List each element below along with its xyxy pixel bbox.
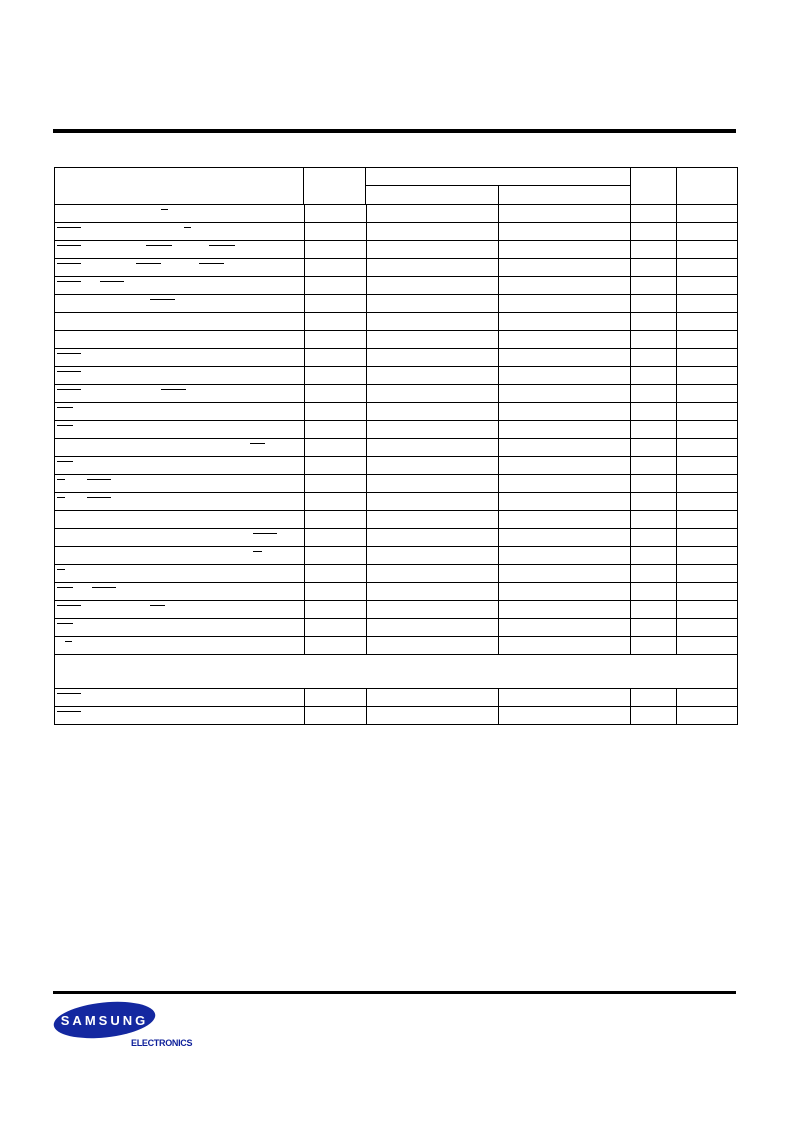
table-cell <box>498 421 630 438</box>
table-cell <box>630 277 676 294</box>
table-cell <box>676 349 737 366</box>
table-cell <box>366 565 498 582</box>
table-cell <box>498 601 630 618</box>
table-cell <box>676 457 737 474</box>
table-cell <box>304 223 366 240</box>
overbar-mark <box>253 551 262 552</box>
table-cell <box>498 457 630 474</box>
table-cell <box>630 313 676 330</box>
table-cell <box>55 619 304 636</box>
table-cell <box>676 493 737 510</box>
table-cell <box>676 295 737 312</box>
table-body-lower <box>55 688 737 724</box>
table-cell <box>630 223 676 240</box>
overbar-mark <box>57 245 81 246</box>
overbar-mark <box>57 371 81 372</box>
table-cell <box>304 707 366 724</box>
table-cell <box>630 439 676 456</box>
table-cell <box>498 277 630 294</box>
table-cell <box>55 707 304 724</box>
table-cell <box>55 331 304 348</box>
table-cell <box>676 583 737 600</box>
table-cell <box>498 619 630 636</box>
table-cell <box>676 529 737 546</box>
header-unit-cell <box>630 168 676 204</box>
table-cell <box>366 475 498 492</box>
overbar-mark <box>209 245 235 246</box>
table-cell <box>676 367 737 384</box>
table-row <box>55 420 737 438</box>
table-cell <box>630 565 676 582</box>
table-cell <box>498 331 630 348</box>
table-cell <box>366 331 498 348</box>
table-cell <box>55 547 304 564</box>
table-body-upper <box>55 204 737 654</box>
overbar-mark <box>57 497 65 498</box>
table-cell <box>55 277 304 294</box>
brand-division: ELECTRONICS <box>131 1038 193 1048</box>
table-cell <box>498 349 630 366</box>
table-row <box>55 600 737 618</box>
table-cell <box>630 619 676 636</box>
header-parameter-cell <box>55 168 303 204</box>
table-cell <box>630 403 676 420</box>
table-row <box>55 582 737 600</box>
table-cell <box>498 295 630 312</box>
table-row <box>55 348 737 366</box>
table-cell <box>630 493 676 510</box>
table-cell <box>304 547 366 564</box>
table-cell <box>304 583 366 600</box>
overbar-mark <box>250 443 265 444</box>
table-row <box>55 636 737 654</box>
table-cell <box>630 457 676 474</box>
table-cell <box>55 475 304 492</box>
table-cell <box>676 439 737 456</box>
table-row <box>55 438 737 456</box>
overbar-mark <box>87 479 111 480</box>
table-cell <box>498 385 630 402</box>
table-cell <box>676 277 737 294</box>
overbar-mark <box>57 587 73 588</box>
spec-table <box>54 167 738 725</box>
table-cell <box>630 241 676 258</box>
table-cell <box>55 493 304 510</box>
table-cell <box>498 707 630 724</box>
table-cell <box>55 205 304 222</box>
table-cell <box>498 313 630 330</box>
table-cell <box>366 583 498 600</box>
table-cell <box>304 439 366 456</box>
table-cell <box>366 295 498 312</box>
table-cell <box>630 367 676 384</box>
table-row <box>55 474 737 492</box>
table-cell <box>366 277 498 294</box>
table-cell <box>630 349 676 366</box>
table-cell <box>630 511 676 528</box>
table-cell <box>55 241 304 258</box>
table-cell <box>304 295 366 312</box>
table-cell <box>304 385 366 402</box>
table-cell <box>366 385 498 402</box>
table-row <box>55 222 737 240</box>
table-cell <box>55 313 304 330</box>
overbar-mark <box>253 533 277 534</box>
table-note-row <box>55 654 737 688</box>
table-cell <box>630 529 676 546</box>
table-cell <box>304 313 366 330</box>
table-cell <box>55 223 304 240</box>
table-cell <box>304 331 366 348</box>
overbar-mark <box>199 263 224 264</box>
table-row <box>55 456 737 474</box>
overbar-mark <box>57 711 81 712</box>
table-cell <box>498 689 630 706</box>
table-row <box>55 546 737 564</box>
table-cell <box>498 367 630 384</box>
table-cell <box>366 349 498 366</box>
table-cell <box>676 241 737 258</box>
overbar-mark <box>184 227 191 228</box>
table-cell <box>366 457 498 474</box>
table-row <box>55 312 737 330</box>
table-cell <box>676 637 737 654</box>
table-row <box>55 706 737 724</box>
table-cell <box>498 403 630 420</box>
table-cell <box>498 583 630 600</box>
table-cell <box>55 367 304 384</box>
table-cell <box>366 511 498 528</box>
overbar-mark <box>92 587 116 588</box>
table-cell <box>55 385 304 402</box>
table-cell <box>630 295 676 312</box>
table-row <box>55 204 737 222</box>
table-row <box>55 240 737 258</box>
table-header <box>55 168 737 204</box>
table-row <box>55 384 737 402</box>
table-cell <box>55 583 304 600</box>
table-cell <box>366 205 498 222</box>
table-cell <box>676 403 737 420</box>
table-cell <box>676 707 737 724</box>
table-cell <box>630 707 676 724</box>
table-cell <box>676 475 737 492</box>
table-cell <box>676 223 737 240</box>
table-cell <box>676 421 737 438</box>
table-cell <box>55 601 304 618</box>
table-cell <box>55 457 304 474</box>
table-cell <box>630 421 676 438</box>
table-cell <box>304 367 366 384</box>
table-row <box>55 330 737 348</box>
brand-name: SAMSUNG <box>60 1013 149 1028</box>
header-rule <box>53 129 736 133</box>
overbar-mark <box>57 479 65 480</box>
table-cell <box>304 689 366 706</box>
table-cell <box>304 403 366 420</box>
table-cell <box>630 601 676 618</box>
overbar-mark <box>57 569 65 570</box>
table-cell <box>55 349 304 366</box>
table-cell <box>676 205 737 222</box>
table-row <box>55 402 737 420</box>
header-value-group <box>365 168 630 204</box>
table-row <box>55 564 737 582</box>
overbar-mark <box>57 227 81 228</box>
table-cell <box>366 367 498 384</box>
table-cell <box>55 403 304 420</box>
table-row <box>55 510 737 528</box>
header-group-title-cell <box>366 168 630 186</box>
table-cell <box>366 403 498 420</box>
table-row <box>55 276 737 294</box>
overbar-mark <box>57 281 81 282</box>
table-cell <box>304 637 366 654</box>
table-cell <box>630 547 676 564</box>
table-cell <box>498 241 630 258</box>
table-cell <box>630 689 676 706</box>
table-cell <box>304 277 366 294</box>
table-cell <box>630 205 676 222</box>
overbar-mark <box>161 209 168 210</box>
table-cell <box>676 259 737 276</box>
table-cell <box>55 259 304 276</box>
table-cell <box>498 529 630 546</box>
table-cell <box>498 439 630 456</box>
table-cell <box>676 331 737 348</box>
table-cell <box>304 259 366 276</box>
overbar-mark <box>57 389 81 390</box>
overbar-mark <box>146 245 172 246</box>
table-row <box>55 618 737 636</box>
table-cell <box>498 259 630 276</box>
table-cell <box>498 511 630 528</box>
table-row <box>55 688 737 706</box>
table-cell <box>304 475 366 492</box>
table-cell <box>304 457 366 474</box>
table-cell <box>498 547 630 564</box>
overbar-mark <box>100 281 124 282</box>
table-row <box>55 258 737 276</box>
table-cell <box>630 583 676 600</box>
overbar-mark <box>150 299 175 300</box>
table-cell <box>676 565 737 582</box>
table-cell <box>630 475 676 492</box>
table-row <box>55 492 737 510</box>
overbar-mark <box>57 461 73 462</box>
overbar-mark <box>136 263 161 264</box>
table-row <box>55 366 737 384</box>
table-cell <box>498 493 630 510</box>
table-cell <box>304 511 366 528</box>
table-cell <box>304 565 366 582</box>
table-cell <box>366 421 498 438</box>
table-cell <box>366 439 498 456</box>
table-cell <box>630 259 676 276</box>
table-cell <box>366 529 498 546</box>
table-cell <box>366 223 498 240</box>
table-cell <box>630 637 676 654</box>
table-cell <box>676 689 737 706</box>
table-cell <box>498 475 630 492</box>
table-row <box>55 294 737 312</box>
overbar-mark <box>57 425 73 426</box>
table-cell <box>366 493 498 510</box>
header-symbol-cell <box>303 168 365 204</box>
table-cell <box>366 547 498 564</box>
table-cell <box>498 565 630 582</box>
table-cell <box>366 259 498 276</box>
table-cell <box>304 601 366 618</box>
table-cell <box>676 619 737 636</box>
table-cell <box>366 313 498 330</box>
table-cell <box>676 547 737 564</box>
table-row <box>55 528 737 546</box>
table-cell <box>366 689 498 706</box>
table-cell <box>498 223 630 240</box>
table-cell <box>498 637 630 654</box>
table-cell <box>55 689 304 706</box>
table-cell <box>366 601 498 618</box>
overbar-mark <box>87 497 111 498</box>
header-subcol-1-cell <box>366 186 498 204</box>
overbar-mark <box>161 389 186 390</box>
table-cell <box>304 421 366 438</box>
overbar-mark <box>65 641 72 642</box>
overbar-mark <box>57 407 73 408</box>
table-cell <box>55 421 304 438</box>
table-cell <box>676 385 737 402</box>
table-cell <box>366 637 498 654</box>
table-cell <box>55 529 304 546</box>
table-cell <box>366 619 498 636</box>
table-cell <box>498 205 630 222</box>
table-cell <box>676 313 737 330</box>
overbar-mark <box>57 623 73 624</box>
footer-rule <box>53 991 736 994</box>
table-cell <box>630 385 676 402</box>
table-cell <box>55 439 304 456</box>
table-cell <box>366 707 498 724</box>
table-cell <box>55 511 304 528</box>
table-cell <box>676 511 737 528</box>
table-cell <box>676 601 737 618</box>
overbar-mark <box>150 605 165 606</box>
overbar-mark <box>57 605 81 606</box>
header-subcol-2-cell <box>498 186 630 204</box>
table-cell <box>630 331 676 348</box>
table-cell <box>304 205 366 222</box>
table-cell <box>366 241 498 258</box>
overbar-mark <box>57 693 81 694</box>
table-cell <box>304 529 366 546</box>
header-note-cell <box>676 168 737 204</box>
table-cell <box>55 637 304 654</box>
overbar-mark <box>57 263 81 264</box>
table-cell <box>304 349 366 366</box>
note-cell <box>55 655 737 688</box>
overbar-mark <box>57 353 81 354</box>
table-cell <box>304 619 366 636</box>
table-cell <box>304 493 366 510</box>
table-cell <box>55 295 304 312</box>
table-cell <box>304 241 366 258</box>
table-cell <box>55 565 304 582</box>
